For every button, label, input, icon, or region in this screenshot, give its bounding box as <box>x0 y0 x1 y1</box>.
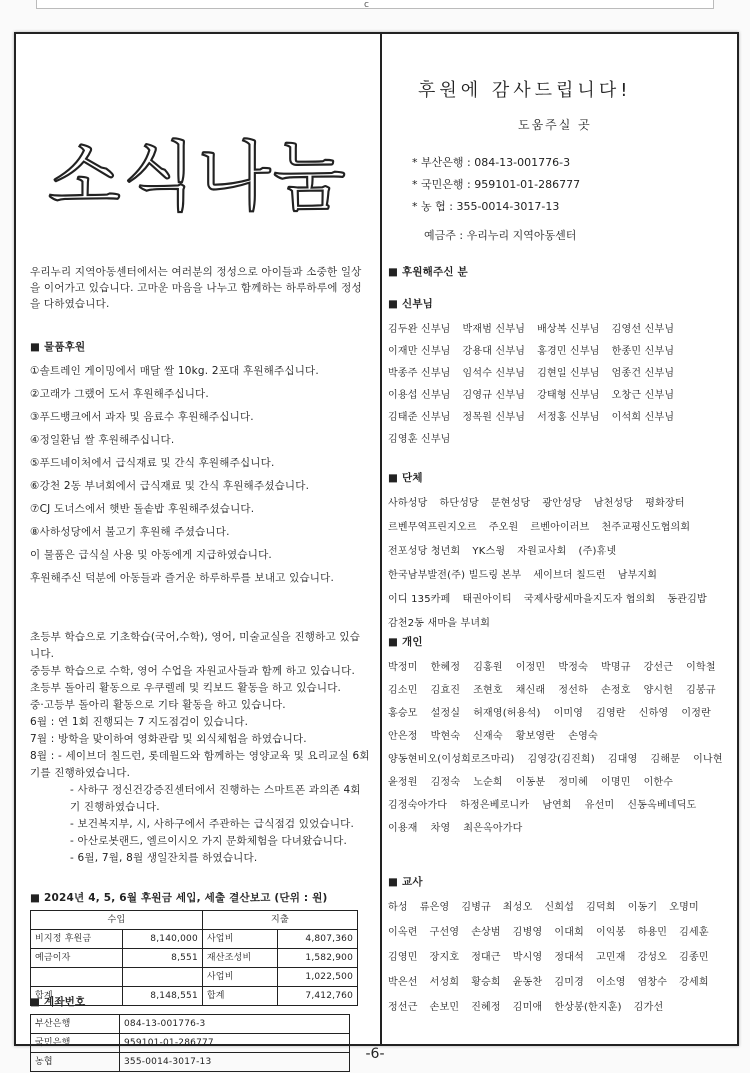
priest-name: 한종민 신부님 <box>611 346 675 357</box>
goods-note-2: 후원해주신 덕분에 아동들과 즐거운 하루하루를 보내고 있습니다. <box>30 572 335 584</box>
person-name: 정미혜 <box>558 777 588 788</box>
teacher-name: 강세희 <box>679 977 709 988</box>
teacher-name: 하용민 <box>637 927 668 938</box>
person-name: 윤정원 <box>388 777 418 788</box>
person-name: 양시헌 <box>643 685 674 696</box>
goods-item <box>30 363 370 379</box>
teacher-name: 정대석 <box>554 952 584 963</box>
bank-line: * 부산은행 : 084-13-001776-3 <box>412 156 571 169</box>
teacher-name: 진혜정 <box>471 1002 501 1013</box>
people-names <box>388 660 728 837</box>
teacher-name: 한상봉(한지훈) <box>554 1002 622 1013</box>
activities-list <box>30 629 370 867</box>
people-heading: ■ 개인 <box>388 634 728 650</box>
person-name: 하정은베로니카 <box>460 800 530 811</box>
activity-line: - 6월, 7월, 8월 생일잔치를 하였습니다. <box>70 852 258 864</box>
goods-item-text: 강천 2동 부녀회에서 급식재료 및 간식 후원해주셨습니다. <box>39 480 310 492</box>
report-expense-label: 사업비 <box>202 968 277 987</box>
accounts-table <box>30 1014 350 1072</box>
person-name: 채신래 <box>515 685 546 696</box>
group-name: 이디 135카페 <box>388 594 451 605</box>
person-name: 한혜정 <box>430 662 461 673</box>
teacher-name: 강성오 <box>637 952 668 963</box>
account-row <box>31 1015 350 1034</box>
teacher-name: 김덕희 <box>586 902 616 913</box>
donors-section <box>388 264 728 280</box>
goods-item-number: ③ <box>30 411 40 423</box>
priests-heading: ■ 신부님 <box>388 296 728 312</box>
goods-item <box>30 501 370 517</box>
group-name: 자원교사회 <box>517 546 567 557</box>
group-name: YK스윙 <box>472 546 506 557</box>
intro-text: 우리누리 지역아동센터에서는 여러분의 정성으로 아이들과 소중한 일상을 이어가고 있습니다. 고마운 마음을 나누고 함께하는 하루하루에 정성을 다하였습니다. <box>30 266 362 310</box>
account-bank: 부산은행 <box>31 1015 120 1034</box>
priest-name: 엄종건 신부님 <box>611 368 675 379</box>
report-expense-value: 1,022,500 <box>278 968 358 987</box>
person-name: 노순희 <box>473 777 503 788</box>
teacher-name: 박은선 <box>388 977 418 988</box>
teacher-name: 박시영 <box>512 952 543 963</box>
teacher-name: 김병영 <box>512 927 543 938</box>
priest-name: 이석희 신부님 <box>611 412 675 423</box>
person-name: 이동분 <box>515 777 546 788</box>
person-name: 황보영란 <box>515 731 556 742</box>
goods-item-number: ② <box>30 388 40 400</box>
priest-name: 박종주 신부님 <box>388 368 451 379</box>
goods-item <box>30 409 370 425</box>
group-name: 천주교평신도협의회 <box>601 522 691 533</box>
teacher-name: 최성오 <box>502 902 533 913</box>
group-name: 남천성당 <box>593 498 634 509</box>
person-name: 이학철 <box>686 662 716 673</box>
person-name: 강선근 <box>643 662 674 673</box>
goods-item-number: ① <box>30 365 40 377</box>
person-name: 양동현비오(이성희로즈마리) <box>388 754 515 765</box>
activity-line: - 사하구 정신건강증진센터에서 진행하는 스마트폰 과의존 4회기 진행하였습니다. <box>70 784 361 813</box>
report-row <box>31 949 358 968</box>
page-title: 소식나눔 <box>47 133 348 222</box>
group-name: 남부지회 <box>617 570 658 581</box>
person-name: 남연희 <box>542 800 572 811</box>
group-name: 평화장터 <box>645 498 685 509</box>
teachers-section <box>388 874 728 1016</box>
activity-line: - 아산로봇랜드, 엘르이시오 가지 문화체험을 다녀왔습니다. <box>70 835 347 847</box>
group-name: 광안성당 <box>542 498 582 509</box>
report-row <box>31 968 358 987</box>
goods-item-text: CJ 도너스에서 햇반 돌솥밥 후원해주셨습니다. <box>39 503 255 515</box>
priest-name: 홍경민 신부님 <box>537 346 600 357</box>
priest-name: 임석수 신부님 <box>462 368 526 379</box>
priest-name: 배상복 신부님 <box>537 324 600 335</box>
groups-heading: ■ 단체 <box>388 470 728 486</box>
group-name: 국제사랑세마을지도자 협의회 <box>523 594 656 605</box>
groups-section <box>388 470 728 632</box>
priest-name: 김영선 신부님 <box>611 324 675 335</box>
goods-item-text: 고래가 그랬어 도서 후원해주십니다. <box>39 388 209 400</box>
teacher-name: 김미경 <box>554 977 584 988</box>
person-name: 안은정 <box>388 731 418 742</box>
person-name: 조현호 <box>473 685 503 696</box>
report-section <box>30 890 370 1006</box>
person-name: 최은옥아가다 <box>463 823 523 834</box>
report-income-value <box>123 968 203 987</box>
report-heading: ■ 2024년 4, 5, 6월 후원금 세입, 세출 결산보고 (단위 : 원) <box>30 890 370 906</box>
report-income-value: 8,148,551 <box>123 987 203 1006</box>
person-name: 유선미 <box>584 800 615 811</box>
top-mark: c <box>364 0 369 10</box>
teacher-name: 정선근 <box>388 1002 418 1013</box>
goods-item <box>30 478 370 494</box>
account-bank: 국민은행 <box>31 1034 120 1053</box>
activity-line: 6월 : 연 1회 진행되는 7 지도점검이 있습니다. <box>30 716 249 728</box>
person-name: 설정실 <box>430 708 461 719</box>
report-expense-label: 사업비 <box>202 930 277 949</box>
person-name: 김대영 <box>607 754 638 765</box>
person-name: 홍승모 <box>388 708 418 719</box>
top-strip <box>36 0 714 9</box>
goods-item-text: 솔트레인 게이밍에서 매달 쌀 10kg. 2포대 후원해주십니다. <box>39 365 319 377</box>
goods-item <box>30 386 370 402</box>
account-number: 355-0014-3017-13 <box>120 1053 350 1072</box>
teacher-name: 염창수 <box>637 977 668 988</box>
person-name: 이정란 <box>681 708 711 719</box>
teacher-name: 손상범 <box>471 927 501 938</box>
priest-name: 김두완 신부님 <box>388 324 451 335</box>
person-name: 이용재 <box>388 823 418 834</box>
group-name: 르벤무역프린지오르 <box>388 522 477 533</box>
priest-name: 이용섭 신부님 <box>388 390 451 401</box>
person-name: 이미영 <box>553 708 584 719</box>
teacher-name: 이소영 <box>595 977 626 988</box>
report-expense-label: 합계 <box>202 987 277 1006</box>
report-income-label <box>31 968 123 987</box>
report-income-label: 합계 <box>31 987 123 1006</box>
person-name: 차영 <box>430 823 451 834</box>
person-name: 김영강(김진희) <box>527 754 595 765</box>
page-number: -6- <box>365 1046 385 1062</box>
group-name: 사하성당 <box>388 498 428 509</box>
report-table <box>30 910 358 1006</box>
teacher-name: 이옥련 <box>388 927 418 938</box>
activity-line: 중·고등부 돌아리 활동으로 기타 활동을 하고 있습니다. <box>30 699 286 711</box>
priest-name: 정목원 신부님 <box>462 412 526 423</box>
priest-name: 김현일 신부님 <box>537 368 600 379</box>
report-income-value: 8,551 <box>123 949 203 968</box>
teacher-name: 윤동찬 <box>512 977 543 988</box>
person-name: 이한수 <box>643 777 674 788</box>
group-name: 감천2동 새마을 부녀회 <box>388 618 491 629</box>
activity-line: 중등부 학습으로 수학, 영어 수업을 자원교사들과 함께 하고 있습니다. <box>30 665 355 677</box>
people-section <box>388 634 728 837</box>
teacher-name: 김영민 <box>388 952 418 963</box>
group-name: 동관김밥 <box>667 594 707 605</box>
priest-name: 강태형 신부님 <box>537 390 600 401</box>
activity-line: 초등부 학습으로 기초학습(국어,수학), 영어, 미술교실을 진행하고 있습니다. <box>30 631 361 660</box>
teacher-name: 서성희 <box>429 977 460 988</box>
teacher-name: 김병규 <box>461 902 491 913</box>
teacher-name: 오명미 <box>669 902 699 913</box>
report-income-value: 8,140,000 <box>123 930 203 949</box>
goods-heading: ■ 물품후원 <box>30 339 370 355</box>
goods-section <box>30 339 370 593</box>
person-name: 정선하 <box>558 685 588 696</box>
report-expense-value: 4,807,360 <box>278 930 358 949</box>
teacher-name: 구선영 <box>429 927 460 938</box>
person-name: 김홍원 <box>473 662 503 673</box>
person-name: 박정미 <box>388 662 418 673</box>
bank-line: * 농 협 : 355-0014-3017-13 <box>412 200 560 213</box>
person-name: 박정숙 <box>558 662 588 673</box>
goods-item-text: 정일환님 쌀 후원해주십니다. <box>39 434 175 446</box>
person-name: 손영숙 <box>568 731 598 742</box>
goods-item <box>30 455 370 471</box>
teacher-name: 김종민 <box>679 952 709 963</box>
priest-name: 강용대 신부님 <box>462 346 526 357</box>
group-name: 하단성당 <box>439 498 479 509</box>
priest-name: 김영규 신부님 <box>462 390 526 401</box>
goods-item-text: 푸드네이처에서 급식재료 및 간식 후원해주십니다. <box>39 457 275 469</box>
teacher-name: 장지호 <box>429 952 460 963</box>
activity-line: 초등부 돌아리 활동으로 우쿠렐레 및 킥보드 활동을 하고 있습니다. <box>30 682 342 694</box>
account-number: 959101-01-286777 <box>120 1034 350 1053</box>
income-header: 수입 <box>31 911 203 930</box>
teacher-name: 이익봉 <box>595 927 626 938</box>
person-name: 이나현 <box>693 754 723 765</box>
priest-name: 오창근 신부님 <box>611 390 675 401</box>
person-name: 박명규 <box>600 662 631 673</box>
person-name: 김해문 <box>650 754 681 765</box>
expense-header: 지출 <box>202 911 357 930</box>
teacher-name: 김미애 <box>512 1002 543 1013</box>
account-holder: 예금주 : 우리누리 지역아동센터 <box>424 229 577 242</box>
person-name: 김효진 <box>430 685 461 696</box>
bank-line: * 국민은행 : 959101-01-286777 <box>412 178 581 191</box>
person-name: 김봉규 <box>686 685 716 696</box>
teacher-name: 류은영 <box>419 902 450 913</box>
teacher-name: 신희섭 <box>544 902 575 913</box>
person-name: 신재숙 <box>473 731 503 742</box>
account-number: 084-13-001776-3 <box>120 1015 350 1034</box>
thanks-heading: 후원에 감사드립니다! <box>418 80 632 101</box>
group-name: 주오원 <box>488 522 519 533</box>
priest-name: 김태준 신부님 <box>388 412 451 423</box>
group-name: 한국남부발전(주) 빌드링 본부 <box>388 570 522 581</box>
goods-item <box>30 524 370 540</box>
donors-heading: ■ 후원해주신 분 <box>388 264 728 280</box>
group-name: (주)휴넷 <box>578 546 617 557</box>
group-name: 세이브더 칠드런 <box>533 570 606 581</box>
group-name: 문현성당 <box>490 498 531 509</box>
report-income-label: 예금이자 <box>31 949 123 968</box>
group-name: 전포성당 청년회 <box>388 546 461 557</box>
teachers-heading: ■ 교사 <box>388 874 728 890</box>
priest-name: 이재만 신부님 <box>388 346 451 357</box>
donation-where: 도움주실 곳 <box>518 118 592 132</box>
goods-item-text: 사하성당에서 불고기 후원해 주셨습니다. <box>39 526 230 538</box>
person-name: 손정호 <box>600 685 631 696</box>
goods-list <box>30 363 370 540</box>
report-expense-value: 1,582,900 <box>278 949 358 968</box>
person-name: 이명민 <box>600 777 631 788</box>
goods-item-number: ⑥ <box>30 480 40 492</box>
group-name: 르벤아이러브 <box>530 522 590 533</box>
goods-item-number: ⑧ <box>30 526 40 538</box>
report-row <box>31 930 358 949</box>
person-name: 이정민 <box>515 662 546 673</box>
newsletter-page <box>14 32 739 1067</box>
goods-item-number: ⑤ <box>30 457 40 469</box>
activity-line: 7월 : 방학을 맞이하여 영화관람 및 외식체험을 하였습니다. <box>30 733 307 745</box>
groups-names <box>388 496 728 632</box>
bank-lines <box>412 152 580 218</box>
goods-item-text: 푸드뱅크에서 과자 및 음료수 후원해주십니다. <box>39 411 254 423</box>
teacher-name: 고민재 <box>595 952 626 963</box>
teachers-names <box>388 900 728 1016</box>
goods-item <box>30 432 370 448</box>
person-name: 김영란 <box>596 708 626 719</box>
priest-name: 박재범 신부님 <box>462 324 526 335</box>
person-name: 박현숙 <box>430 731 461 742</box>
goods-item-number: ④ <box>30 434 40 446</box>
person-name: 신동옥베네딕도 <box>627 800 697 811</box>
person-name: 신하영 <box>638 708 669 719</box>
priests-names <box>388 322 728 448</box>
title-graphic <box>40 112 360 232</box>
account-bank: 농협 <box>31 1053 120 1072</box>
teacher-name: 정대근 <box>471 952 501 963</box>
teacher-name: 황승희 <box>471 977 501 988</box>
teacher-name: 이대희 <box>554 927 584 938</box>
group-name: 태권아이티 <box>462 594 512 605</box>
person-name: 김정숙 <box>430 777 461 788</box>
activity-line: 8월 : - 세이브더 칠드런, 롯데월드와 함께하는 영양교육 및 요리교실 6회기를 진행하였습니다. <box>30 750 370 779</box>
report-expense-value: 7,412,760 <box>278 987 358 1006</box>
teacher-name: 김가선 <box>633 1002 664 1013</box>
teacher-name: 김세훈 <box>679 927 709 938</box>
person-name: 김정숙아가다 <box>388 800 448 811</box>
teacher-name: 손보민 <box>429 1002 460 1013</box>
goods-item-number: ⑦ <box>30 503 40 515</box>
teacher-name: 이동기 <box>627 902 658 913</box>
person-name: 김소민 <box>388 685 418 696</box>
teacher-name: 하성 <box>388 902 408 913</box>
priest-name: 김영훈 신부님 <box>388 434 451 445</box>
accounts-heading: ■ 계좌번호 <box>30 994 370 1010</box>
goods-note-1: 이 물품은 급식실 사용 및 아동에게 지급하였습니다. <box>30 549 272 561</box>
priests-section <box>388 296 728 448</box>
activity-line: - 보건복지부, 시, 사하구에서 주관하는 급식점검 있었습니다. <box>70 818 355 830</box>
column-divider <box>380 34 382 1044</box>
person-name: 허재영(허용석) <box>473 708 541 719</box>
priest-name: 서정홍 신부님 <box>537 412 600 423</box>
report-income-label: 비지정 후원금 <box>31 930 123 949</box>
report-expense-label: 재산조성비 <box>202 949 277 968</box>
